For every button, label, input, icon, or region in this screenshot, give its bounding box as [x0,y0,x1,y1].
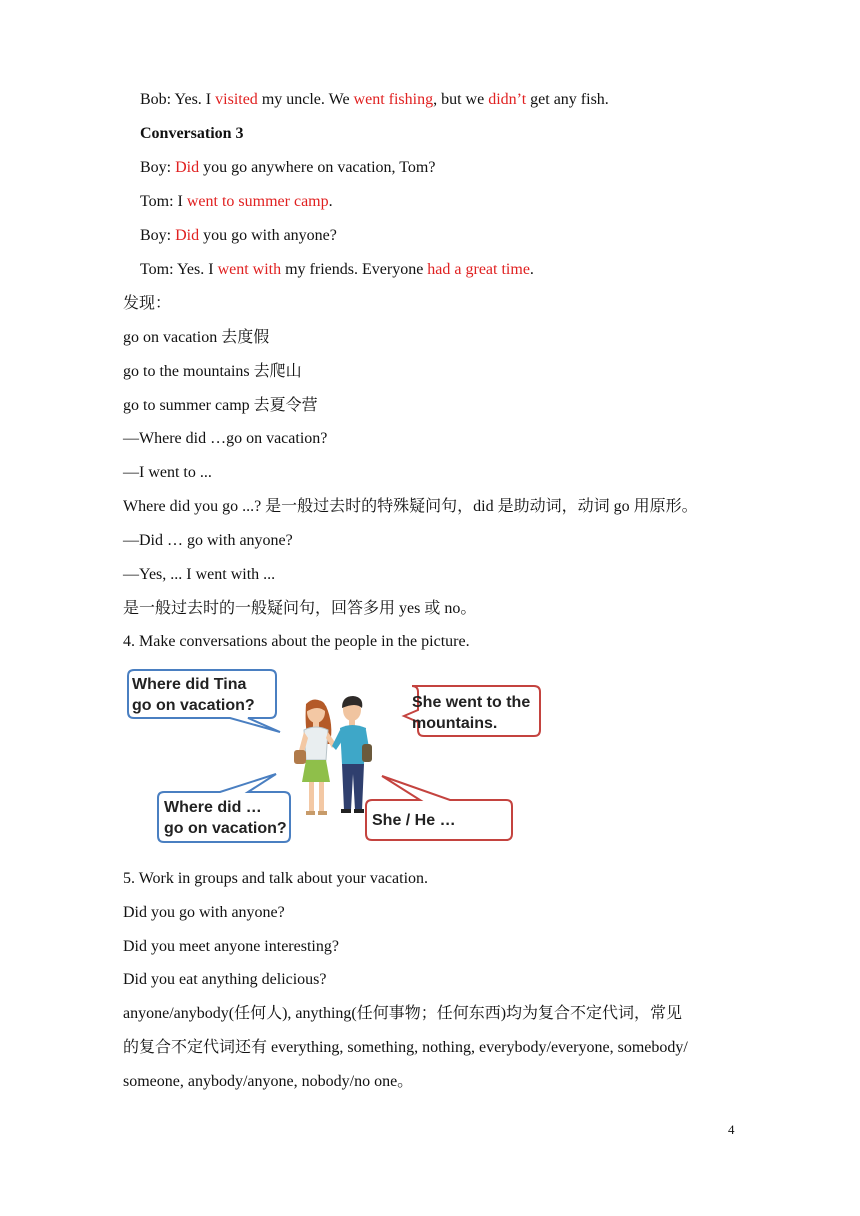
girl-figure [294,699,336,815]
exercise-5-heading: 5. Work in groups and talk about your vacation. [123,870,429,887]
bob-line: Bob: Yes. I visited my uncle. We went fishing, but we didn’t get any fish. [140,91,609,108]
grammar-note-line: someone, anybody/anyone, nobody/no one。 [123,1073,414,1090]
conversation-3-heading: Conversation 3 [140,125,244,142]
note-line: go on vacation 去度假 [123,329,270,346]
exercise-4-heading: 4. Make conversations about the people in the picture. [123,633,470,650]
note-line: —Yes, ... I went with ... [123,566,276,583]
note-line: go to the mountains 去爬山 [123,363,302,380]
tom-line-2: Tom: Yes. I went with my friends. Everyone had a great time. [140,261,534,278]
question-line: Did you go with anyone? [123,904,285,921]
note-line: —Did … go with anyone? [123,532,293,549]
note-line: Where did you go ...? 是一般过去时的特殊疑问句，did 是助动词，动词 go 用原形。 [123,498,698,515]
page-number: 4 [728,1122,735,1137]
boy-figure [332,696,372,813]
bubble-where-did-tina: Where did Tina go on vacation? [132,676,255,714]
boy-line-2: Boy: Did you go with anyone? [140,227,337,244]
note-line: —Where did …go on vacation? [123,430,328,447]
note-line: 是一般过去时的一般疑问句，回答多用 yes 或 no。 [123,600,477,617]
note-line: 发现： [123,295,172,312]
bubble-she-he: She / He … [372,812,456,829]
tom-line-1: Tom: I went to summer camp. [140,193,333,210]
bubble-she-went-mountains: She went to the mountains. [412,694,531,732]
question-line: Did you meet anyone interesting? [123,938,339,955]
conversation-illustration [120,664,550,850]
boy-line-1: Boy: Did you go anywhere on vacation, Tom? [140,159,436,176]
grammar-note-line: anyone/anybody(任何人), anything(任何事物；任何东西)均为复合不定代词，常见 [123,1005,683,1022]
bubble-where-did-blank: Where did … go on vacation? [164,799,287,837]
note-line: go to summer camp 去夏令营 [123,397,318,414]
question-line: Did you eat anything delicious? [123,971,327,988]
grammar-note-line: 的复合不定代词还有 everything, something, nothing, everybody/everyone, somebody/ [123,1039,688,1056]
note-line: —I went to ... [123,464,212,481]
